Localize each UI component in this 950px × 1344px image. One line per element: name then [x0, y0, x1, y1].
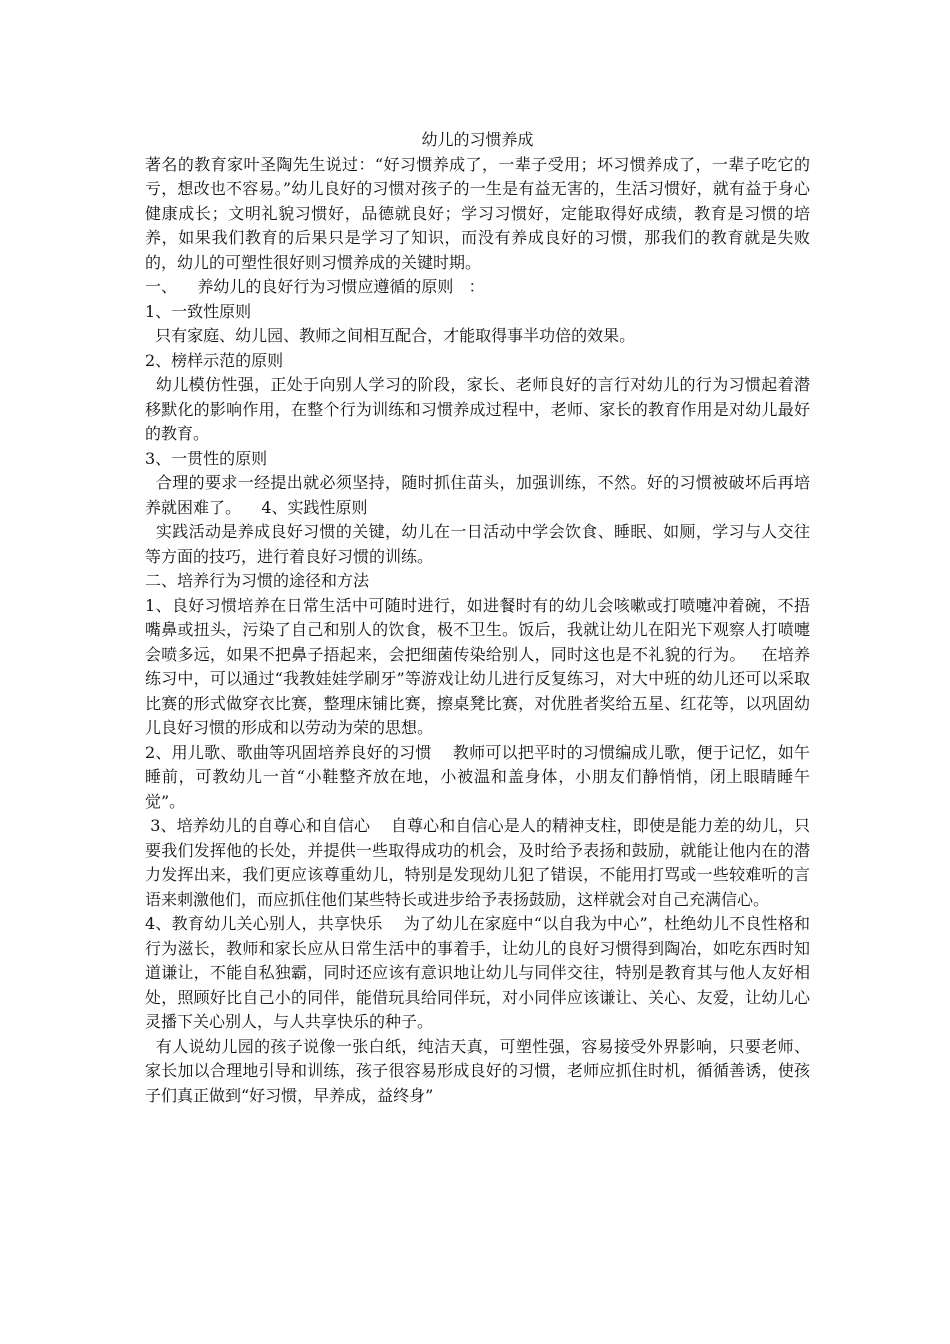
paragraph-method-4: 4、教育幼儿关心别人，共享快乐 为了幼儿在家庭中“以自我为中心”，杜绝幼儿不良性格和行为滋长，教师和家长应从日常生活中的事着手，让幼儿的良好习惯得到陶冶，如吃东西时知道谦让，不能自私独霸，同时还应该有意识地让幼儿与同伴交往，特别是教育其与他人友好相处，照顾好比自己小的同伴，能借玩具给同伴玩，对小同伴应该谦让、关心、友爱，让幼儿心灵播下关心别人，与人共享快乐的种子。	[145, 914, 810, 1031]
paragraph-method-3: 3、培养幼儿的自尊心和自信心 自尊心和自信心是人的精神支柱，即使是能力差的幼儿，只要我们发挥他的长处，并提供一些取得成功的机会，及时给予表扬和鼓励，就能让他内在的潜力发挥出来，我们更应该尊重幼儿，特别是发现幼儿犯了错误，不能用打骂或一些较难听的言语来刺激他们，而应抓住他们某些特长或进步给予表扬鼓励，这样就会对自己充满信心。	[145, 816, 810, 909]
paragraph-persistence: 合理的要求一经提出就必须坚持，随时抓住苗头，加强训练，不然。好的习惯被破坏后再培养就困难了。 4、实践性原则	[145, 473, 810, 517]
document-title: 幼儿的习惯养成	[421, 130, 534, 149]
paragraph-role-model: 幼儿模仿性强，正处于向别人学习的阶段，家长、老师良好的言行对幼儿的行为习惯起着潜移默化的影响作用，在整个行为训练和习惯养成过程中，老师、家长的教育作用是对幼儿最好的教育。	[145, 375, 810, 443]
subheading-role-model: 2、榜样示范的原则	[145, 350, 284, 370]
paragraph-method-2: 2、用儿歌、歌曲等巩固培养良好的习惯 教师可以把平时的习惯编成儿歌，便于记忆，如午睡前，可教幼儿一首“小鞋整齐放在地，小被温和盖身体，小朋友们静悄悄，闭上眼睛睡午觉”。	[145, 742, 810, 811]
intro-paragraph: 著名的教育家叶圣陶先生说过：“好习惯养成了，一辈子受用；坏习惯养成了，一辈子吃它的亏，想改也不容易。”幼儿良好的习惯对孩子的一生是有益无害的，生活习惯好，就有益于身心健康成长；文明礼貌习惯好，品德就良好；学习习惯好，定能取得好成绩，教育是习惯的培养，如果我们教育的后果只是学习了知识，而没有养成良好的习惯，那我们的教育就是失败的，幼儿的可塑性很好则习惯养成的关键时期。	[145, 154, 810, 272]
paragraph-method-1: 1、良好习惯培养在日常生活中可随时进行，如进餐时有的幼儿会咳嗽或打喷嚏冲着碗，不捂嘴鼻或扭头，污染了自己和别人的饮食，极不卫生。饭后，我就让幼儿在阳光下观察人打喷嚏会喷多远，如果不把鼻子捂起来，会把细菌传染给别人，同时这也是不礼貌的行为。 在培养练习中，可以通过“我教娃娃学刷牙”等游戏让幼儿进行反复练习，对大中班的幼儿还可以采取比赛的形式做穿衣比赛，整理床铺比赛，擦桌凳比赛，对优胜者奖给五星、红花等，以巩固幼儿良好习惯的形成和以劳动为荣的思想。	[145, 595, 810, 737]
section-heading-methods: 二、培养行为习惯的途径和方法	[145, 571, 370, 590]
document-body	[145, 128, 810, 1108]
subheading-persistence: 3、一贯性的原则	[145, 448, 268, 468]
section-heading-principles: 一、 养幼儿的良好行为习惯应遵循的原则 ：	[145, 277, 485, 296]
subheading-consistency: 1、一致性原则	[145, 301, 252, 321]
paragraph-practice: 实践活动是养成良好习惯的关键，幼儿在一日活动中学会饮食、睡眠、如厕，学习与人交往等方面的技巧，进行着良好习惯的训练。	[145, 522, 810, 566]
closing-paragraph: 有人说幼儿园的孩子说像一张白纸，纯洁天真，可塑性强，容易接受外界影响，只要老师、家长加以合理地引导和训练，孩子很容易形成良好的习惯，老师应抓住时机，循循善诱，使孩子们真正做到“好习惯，早养成，益终身”	[145, 1036, 810, 1105]
paragraph-consistency: 只有家庭、幼儿园、教师之间相互配合，才能取得事半功倍的效果。	[145, 326, 636, 345]
